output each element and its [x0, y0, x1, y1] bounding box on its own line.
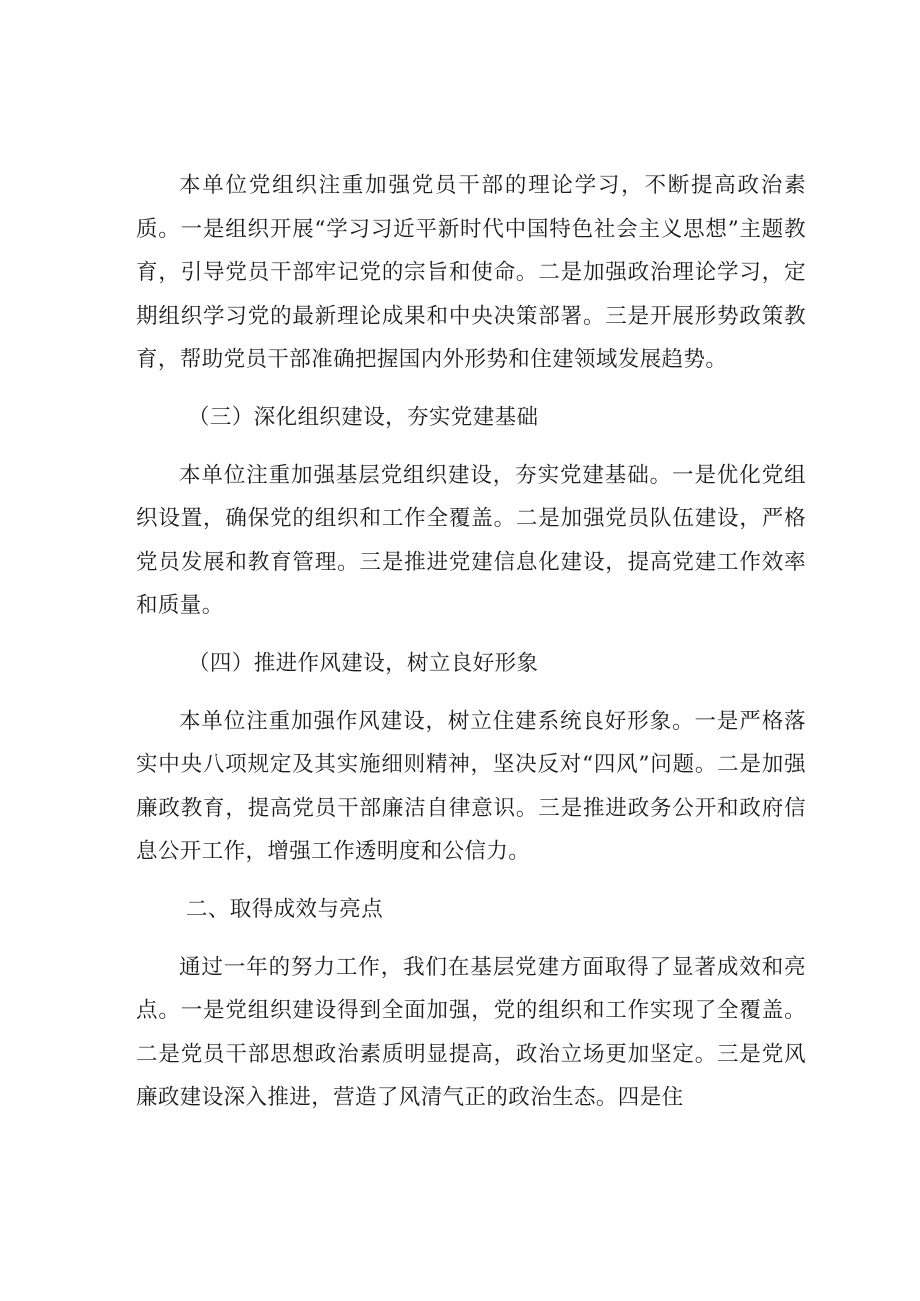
paragraph-achievements: 通过一年的努力工作，我们在基层党建方面取得了显著成效和亮点。一是党组织建设得到全面加强，党的组织和工作实现了全覆盖。二是党员干部思想政治素质明显提高，政治立场更加坚定。三是党风廉政建设深入推进，营造了风清气正的政治生态。四是住	[136, 954, 806, 1111]
paragraph-theory-study: 本单位党组织注重加强党员干部的理论学习，不断提高政治素质。一是组织开展“学习习近平新时代中国特色社会主义思想”主题教育，引导党员干部牢记党的宗旨和使命。二是加强政治理论学习，定期组织学习党的最新理论成果和中央决策部署。三是开展形势政策教育，帮助党员干部准确把握国内外形势和住建领域发展趋势。	[136, 173, 806, 373]
document-body	[136, 164, 806, 1134]
section-heading-work-style: （四）推进作风建设，树立良好形象	[188, 650, 539, 676]
paragraph-work-style: 本单位注重加强作风建设，树立住建系统良好形象。一是严格落实中央八项规定及其实施细则精神，坚决反对“四风”问题。二是加强廉政教育，提高党员干部廉洁自律意识。三是推进政务公开和政府信息公开工作，增强工作透明度和公信力。	[136, 708, 806, 865]
section-heading-achievements: 二、取得成效与亮点	[186, 896, 384, 922]
paragraph-organization-building: 本单位注重加强基层党组织建设，夯实党建基础。一是优化党组织设置，确保党的组织和工作全覆盖。二是加强党员队伍建设，严格党员发展和教育管理。三是推进党建信息化建设，提高党建工作效率和质量。	[136, 462, 806, 619]
section-heading-organization: （三）深化组织建设，夯实党建基础	[188, 404, 539, 430]
